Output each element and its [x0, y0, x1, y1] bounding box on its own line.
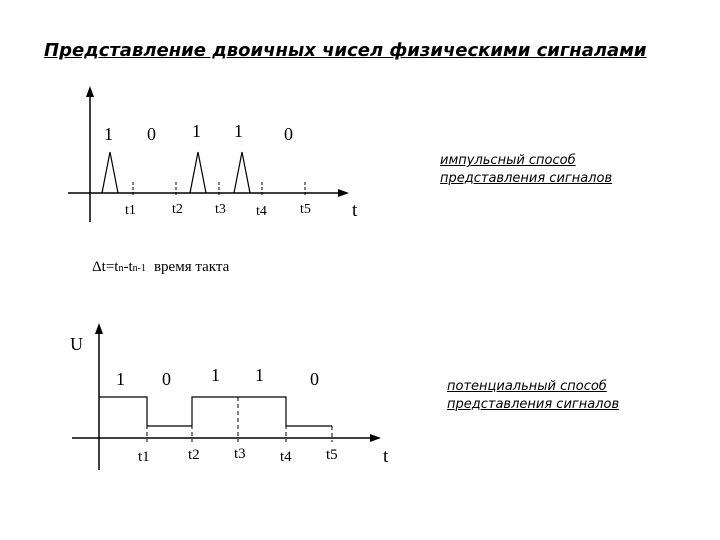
pulse-caption-line-2: представления сигналов: [440, 171, 613, 186]
potential-bit-5: 0: [310, 369, 319, 389]
formula-delta: Δt=t: [92, 259, 119, 275]
pulse-axis-label: t: [352, 200, 358, 221]
pulse-tick-label-4: t4: [256, 204, 267, 219]
potential-y-axis-label: U: [70, 334, 83, 354]
potential-caption-line-1: потенциальный способ: [447, 379, 607, 394]
potential-tick-label-5: t5: [326, 447, 338, 463]
potential-bit-3: 1: [211, 365, 220, 385]
potential-tick-label-3: t3: [234, 446, 246, 462]
page-title: Представление двоичных чисел физическими сигналами: [44, 40, 647, 61]
formula-sub-n1: n-1: [132, 263, 146, 274]
pulse-caption-line-1: импульсный способ: [440, 153, 576, 168]
potential-caption-line-2: представления сигналов: [447, 397, 620, 412]
pulse-tick-label-2: t2: [172, 202, 183, 217]
pulse-tick-label-5: t5: [300, 202, 311, 217]
potential-caption: [447, 378, 619, 414]
potential-bit-4: 1: [255, 365, 264, 385]
potential-y-arrow: [95, 323, 103, 334]
potential-tick-label-4: t4: [280, 449, 292, 465]
potential-tick-label-2: t2: [188, 447, 200, 463]
pulse-bit-4: 1: [234, 121, 243, 141]
potential-tick-label-1: t1: [138, 449, 150, 465]
pulse-tick-label-3: t3: [215, 202, 226, 217]
potential-x-arrow: [370, 434, 381, 442]
potential-axis-label: t: [383, 446, 389, 467]
potential-bit-2: 0: [162, 369, 171, 389]
potential-signal-line: [99, 397, 332, 426]
pulse-bit-1: 1: [104, 124, 113, 144]
formula-minus: -t: [123, 259, 133, 275]
pulse-bit-2: 0: [147, 124, 156, 144]
formula-sub-n: n: [118, 263, 124, 274]
potential-bit-1: 1: [116, 369, 125, 389]
formula-description: время такта: [153, 259, 230, 275]
pulse-bit-5: 0: [284, 124, 293, 144]
pulse-tick-label-1: t1: [125, 203, 136, 218]
pulse-bit-3: 1: [192, 121, 201, 141]
